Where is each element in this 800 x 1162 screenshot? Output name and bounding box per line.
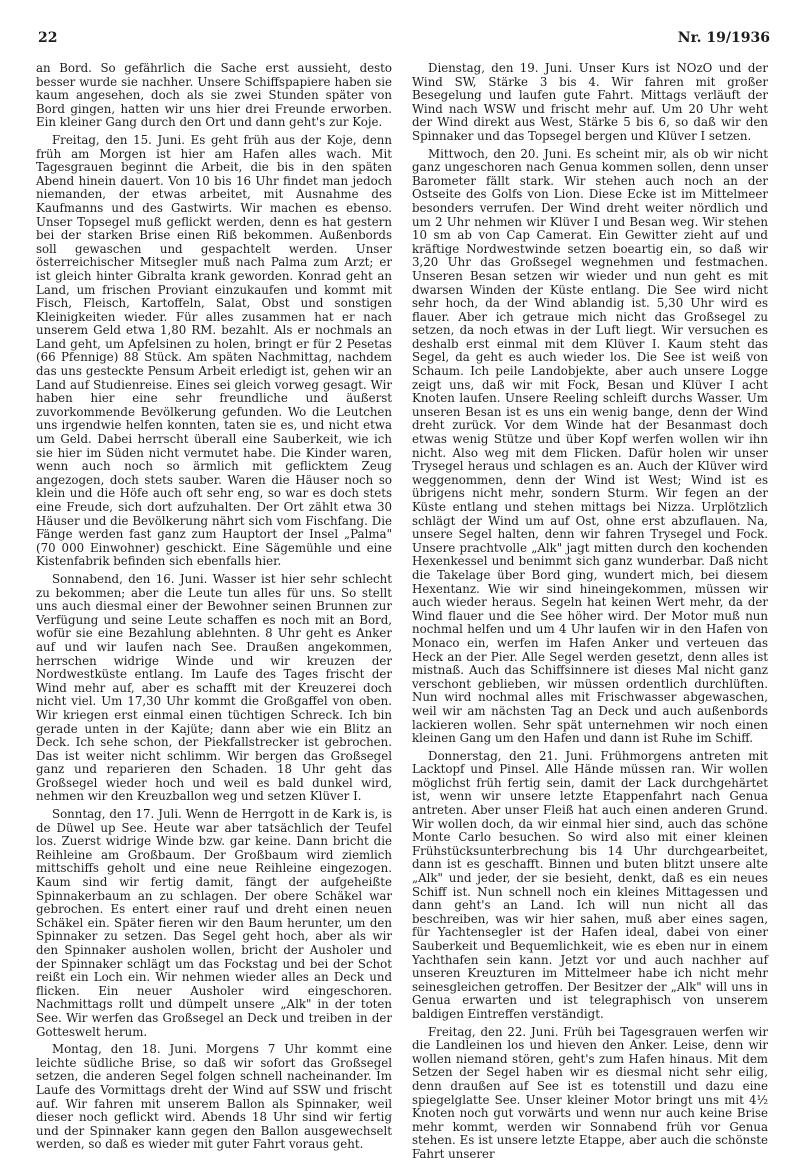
paragraph: Sonnabend, den 16. Juni. Wasser ist hier sehr schlecht zu bekommen; aber die Leute tun alles für uns. So stellt uns auch diesmal einer der Bewohner seinen Brunnen zur Verfügung und seine Leute schaffen es noch mit an Bord, wofür sie eine Bezahlung ablehnten. 8 Uhr geht es Anker auf und wir laufen nach See. Draußen angekommen, herrschen widrige Winde und wir kreuzen der Nordwestküste entlang. Im Laufe des Tages frischt der Wind mehr auf, aber es schafft mit der Kreuzerei doch nicht viel. Um 17,30 Uhr kommt die Großgaffel von oben. Wir kriegen erst einmal einen tüchtigen Schreck. Ich bin gerade unten in der Kajüte; dann aber wie ein Blitz an Deck. Ich sehe schon, der Piekfallstrecker ist gebrochen. Das ist weiter nicht schlimm. Wir bergen das Großsegel ganz und reparieren den Schaden. 18 Uhr geht das Großsegel wieder hoch und weil es bald dunkel wird, nehmen wir den Kreuzballon weg und setzen Klüver I. [36,571,392,804]
paragraph: Sonntag, den 17. Juli. Wenn de Herrgott in de Kark is, is de Düwel up See. Heute war aber tatsächlich der Teufel los. Zuerst widrige Winde bzw. gar keine. Dann bricht die Reihleine am Großbaum. Der Großbaum wird ziemlich mittschiffs geholt und eine neue Reihleine eingezogen. Kaum sind wir fertig damit, fängt der aufgeheißte Spinnakerbaum an zu schlagen. Der obere Schäkel war gebrochen. Es entert einer rauf und dreht einen neuen Schäkel ein. Später fieren wir den Baum herunter, um den Spinnaker zu setzen. Das Segel geht hoch, aber als wir den Spinnaker ausholen wollen, bricht der Ausholer und der Spinnaker schlägt um das Fockstag und bei der Schot reißt ein Loch ein. Wir nehmen wieder alles an Deck und flicken. Ein neuer Ausholer wird eingeschoren. Nachmittags rollt und dümpelt unsere „Alk" in der toten See. Wir werfen das Großsegel an Deck und treiben in der Gotteswelt herum. [36,807,392,1039]
page-number: 22 [38,30,58,46]
paragraph: Dienstag, den 19. Juni. Unser Kurs ist NOzO und der Wind SW, Stärke 3 bis 4. Wir fahren mit großer Besegelung und laufen gute Fahrt. Mittags verläuft der Wind nach WSW und frischt mehr auf. Um 20 Uhr weht der Wind direkt aus West, Stärke 5 bis 6, so daß wir den Spinnaker und das Topsegel bergen und Klüver I setzen. [412,61,768,143]
paragraph: Montag, den 18. Juni. Morgens 7 Uhr kommt eine leichte südliche Brise, so daß wir sofort das Großsegel setzen, die anderen Segel folgen schnell nacheinander. Im Laufe des Vormittags dreht der Wind auf SSW und frischt auf. Wir fahren mit unserem Ballon als Spinnaker, weil dieser noch geflickt wird. Abends 18 Uhr sind wir fertig und der Spinnaker kann gegen den Ballon ausgewechselt werden, so daß es wieder mit guter Fahrt voraus geht. [36,1042,392,1152]
issue-number: Nr. 19/1936 [677,30,770,46]
page-header [38,30,770,52]
paragraph: Freitag, den 22. Juni. Früh bei Tagesgrauen werfen wir die Landleinen los und hieven den Anker. Leise, denn wir wollen niemand stören, geht's zum Hafen hinaus. Mit dem Setzen der Segel haben wir es diesmal nicht sehr eilig, denn draußen auf See ist es totenstill und dazu eine spiegelglatte See. Unser kleiner Motor bringt uns mit 4½ Knoten noch gut vorwärts und wenn nur auch keine Brise mehr kommt, werden wir Sonnabend früh vor Genua stehen. Es ist unsere letzte Etappe, aber auch die schönste Fahrt unserer [412,1024,768,1161]
right-column [412,61,768,1161]
left-column [36,61,392,1152]
paragraph: Mittwoch, den 20. Juni. Es scheint mir, als ob wir nicht ganz ungeschoren nach Genua kommen sollen, denn unser Barometer fällt stark. Wir stehen auch noch an der Ostseite des Golfs von Lion. Diese Ecke ist im Mittelmeer besonders verrufen. Der Wind dreht weiter nördlich und um 2 Uhr nehmen wir Klüver I und Besan weg. Wir stehen 10 sm ab von Cap Camerat. Ein Gewitter zieht auf und kräftige Nordwestwinde setzen boeartig ein, so daß wir 3,20 Uhr das Großsegel wegnehmen und festmachen. Unseren Besan setzen wir wieder und nun geht es mit dwarsen Winden der Küste entlang. Die See wird nicht sehr hoch, da der Wind ablandig ist. 5,30 Uhr wird es flauer. Aber ich getraue mich nicht das Großsegel zu setzen, da noch etwas in der Luft liegt. Wir versuchen es deshalb erst einmal mit dem Klüver I. Kaum steht das Segel, da geht es auch wieder los. Die See ist weiß von Schaum. Ich peile Landobjekte, aber auch unsere Logge zeigt uns, daß wir mit Fock, Besan und Klüver I acht Knoten laufen. Unsere Reeling schleift durchs Wasser. Um unseren Besan ist es uns ein wenig bange, denn der Wind dreht zurück. Vor dem Winde hat der Besanmast doch etwas wenig Stütze und über Kopf werfen wollen wir ihn nicht. Also weg mit dem Flicken. Dafür holen wir unser Trysegel heraus und schlagen es an. Auch der Klüver wird weggenommen, denn der Wind ist West; Wind ist es übrigens nicht mehr, sondern Sturm. Wir fegen an der Küste entlang und stehen mittags bei Nizza. Urplötzlich schlägt der Wind um auf Ost, ohne erst abzuflauen. Na, unsere Segel halten, denn wir fahren Trysegel und Fock. Unsere prachtvolle „Alk" jagt mitten durch den kochenden Hexenkessel und benimmt sich ganz wunderbar. Daß nicht die Takelage über Bord ging, wundert mich, bei diesem Hexentanz. Wie wir sind hineingekommen, müssen wir auch wieder heraus. Segeln hat keinen Wert mehr, da der Wind flauer und die See höher wird. Der Motor muß nun nochmal helfen und um 4 Uhr laufen wir in den Hafen von Monaco ein, werfen im Hafen Anker und verteuen das Heck an der Pier. Alle Segel werden gesetzt, denn alles ist mistnaß. Auch das Schiffsinnere ist dieses Mal nicht ganz verschont geblieben, wir müssen ordentlich durchlüften. Nun wird nochmal alles mit Frischwasser abgewaschen, weil wir am nächsten Tag an Deck und auch außenbords lackieren wollen. Sehr spät unternehmen wir noch einen kleinen Gang um den Hafen und dann ist Ruhe im Schiff. [412,146,768,746]
paragraph: Donnerstag, den 21. Juni. Frühmorgens antreten mit Lacktopf und Pinsel. Alle Hände müssen ran. Wir wollen möglichst früh fertig sein, damit der Lack durchgehärtet ist, wenn wir unsere letzte Etappenfahrt nach Genua antreten. Aber unser Fleiß hat auch einen anderen Grund. Wir wollen doch, da wir einmal hier sind, auch das schöne Monte Carlo besuchen. So wird also mit einer kleinen Frühstücksunterbrechung bis 14 Uhr durchgearbeitet, dann ist es geschafft. Binnen und buten blitzt unsere alte „Alk" und jeder, der sie besieht, denkt, daß es ein neues Schiff ist. Nun schnell noch ein kleines Mittagessen und dann geht's an Land. Ich will nun nicht all das beschreiben, was wir hier sahen, muß aber eines sagen, für Yachtensegler ist der Hafen ideal, dabei von einer Sauberkeit und Bequemlichkeit, wie es eben nur in einem Yachthafen sein kann. Jetzt vor und auch nachher auf unseren Kreuzturen im Mittelmeer habe ich nicht mehr seinesgleichen getroffen. Der Besitzer der „Alk" will uns in Genua erwarten und ist telegraphisch von unserem baldigen Eintreffen verständigt. [412,748,768,1021]
paragraph: Freitag, den 15. Juni. Es geht früh aus der Koje, denn früh am Morgen ist hier am Hafen alles wach. Mit Tagesgrauen beginnt die Arbeit, die bis in den späten Abend hinein dauert. Von 10 bis 16 Uhr findet man jedoch niemanden, der etwas arbeitet, mit Ausnahme des Kaufmanns und des Gastwirts. Wir machen es ebenso. Unser Topsegel muß geflickt werden, denn es hat gestern bei der starken Brise einen Riß bekommen. Außenbords soll gewaschen und gespachtelt werden. Unser österreichischer Mitsegler muß nach Palma zum Arzt; er ist gleich hinter Gibralta krank geworden. Konrad geht an Land, um frischen Proviant einzukaufen und kommt mit Fisch, Fleisch, Kartoffeln, Salat, Obst und sonstigen Kleinigkeiten wieder. Für alles zusammen hat er nach unserem Geld etwa 1,80 RM. bezahlt. Als er nochmals an Land geht, um Apfelsinen zu holen, bringt er für 2 Pesetas (66 Pfennige) 88 Stück. Am späten Nachmittag, nachdem das uns gesteckte Pensum Arbeit erledigt ist, gehen wir an Land auf Studienreise. Eines sei gleich vorweg gesagt. Wir haben hier eine sehr freundliche und äußerst zuvorkommende Bevölkerung gefunden. Wo die Leutchen uns irgendwie helfen konnten, taten sie es, und nicht etwa um Geld. Dabei herrscht überall eine Sauberkeit, wie ich sie hier im Süden nicht vermutet habe. Die Kinder waren, wenn auch noch so ärmlich mit geflicktem Zeug angezogen, doch stets sauber. Waren die Häuser noch so klein und die Höfe auch oft sehr eng, so war es doch stets eine Freude, sich dort aufzuhalten. Der Ort zählt etwa 30 Häuser und die Bevölkerung nährt sich vom Fischfang. Die Fänge werden fast ganz zum Hauptort der Insel „Palma" (70 000 Einwohner) geschickt. Eine Sägemühle und eine Kistenfabrik befinden sich ebenfalls hier. [36,132,392,569]
paragraph: an Bord. So gefährlich die Sache erst aussieht, desto besser wurde sie nachher. Unsere Schiffspapiere haben sie kaum angesehen, doch als sie zwei Stunden später von Bord gingen, hatten wir uns hier drei Freunde erworben. Ein kleiner Gang durch den Ort und dann geht's zur Koje. [36,61,392,130]
